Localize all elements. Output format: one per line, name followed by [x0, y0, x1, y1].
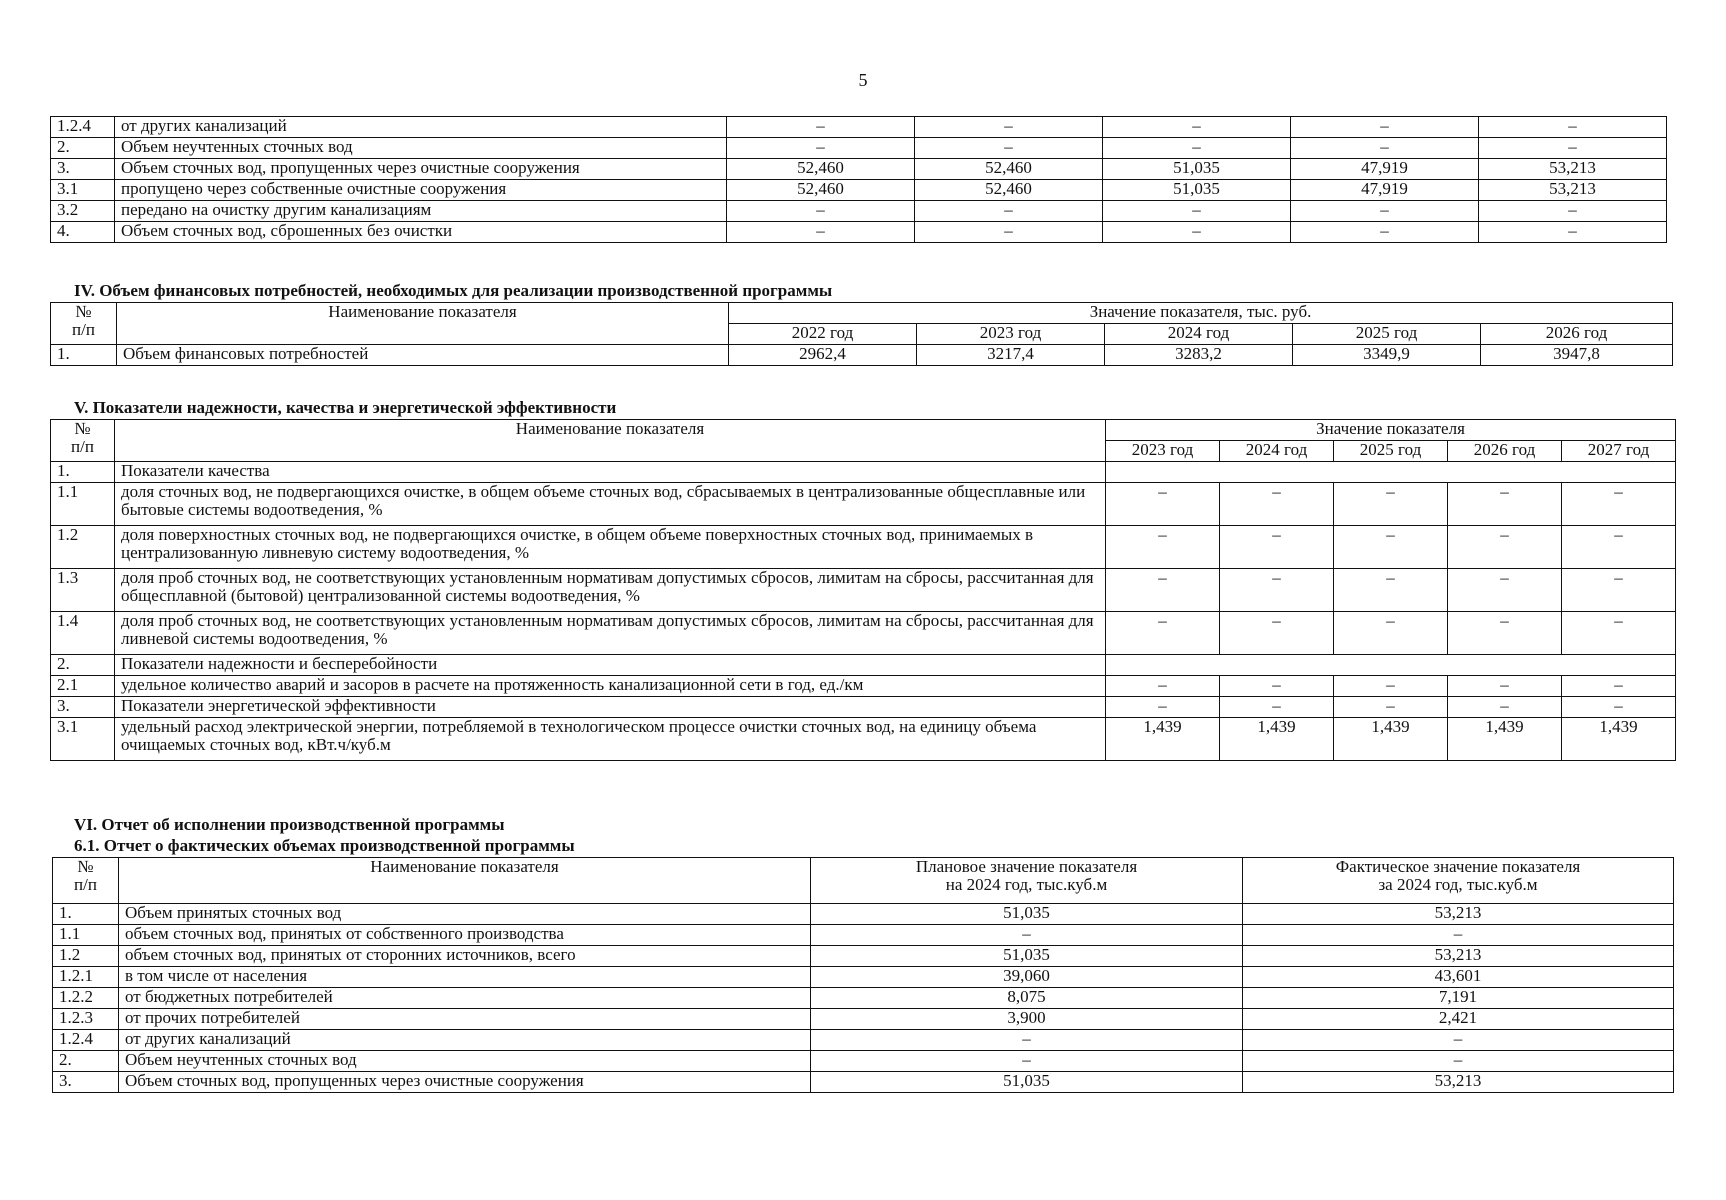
col-header-year: 2024 год: [1105, 324, 1293, 345]
table-row: [51, 655, 1676, 676]
row-fact-value: 53,213: [1243, 904, 1674, 925]
row-value: –: [1103, 222, 1291, 243]
col-header-plan: Плановое значение показателя на 2024 год, тыс.куб.м: [811, 858, 1243, 904]
table-reliability-indicators: [50, 419, 1676, 761]
row-name: Объем принятых сточных вод: [119, 904, 811, 925]
row-value: 3217,4: [917, 345, 1105, 366]
row-number: 1.: [53, 904, 119, 925]
row-value: –: [1448, 569, 1562, 612]
row-value: 3283,2: [1105, 345, 1293, 366]
col-header-year: 2024 год: [1220, 441, 1334, 462]
row-value: 51,035: [1103, 180, 1291, 201]
table-row: [51, 569, 1676, 612]
row-value: –: [1220, 676, 1334, 697]
row-value: –: [1479, 138, 1667, 159]
table-row: [53, 946, 1674, 967]
row-value: –: [1220, 526, 1334, 569]
row-value: –: [1106, 612, 1220, 655]
row-value: –: [1220, 569, 1334, 612]
row-value: –: [1106, 697, 1220, 718]
row-value: 53,213: [1479, 159, 1667, 180]
table-row: [51, 201, 1667, 222]
table-row: [51, 718, 1676, 761]
table-row: [53, 904, 1674, 925]
row-name: доля поверхностных сточных вод, не подвергающихся очистке, в общем объеме поверхностных сточных вод, принимаемых в централизованную ливневую систему водоотведения, %: [115, 526, 1106, 569]
row-name: от других канализаций: [115, 117, 727, 138]
row-value: –: [915, 138, 1103, 159]
section-5-title: V. Показатели надежности, качества и энергетической эффективности: [74, 398, 617, 417]
row-value: –: [1448, 697, 1562, 718]
row-value: 3947,8: [1481, 345, 1673, 366]
col-header-year: 2026 год: [1481, 324, 1673, 345]
row-value: –: [1448, 612, 1562, 655]
row-value: –: [1106, 483, 1220, 526]
row-name: Объем сточных вод, сброшенных без очистки: [115, 222, 727, 243]
col-header-year: 2022 год: [729, 324, 917, 345]
table-continuation: [50, 116, 1667, 243]
col-header-name: Наименование показателя: [119, 858, 811, 904]
table-row: [51, 180, 1667, 201]
row-value: –: [1562, 569, 1676, 612]
row-value: 1,439: [1562, 718, 1676, 761]
row-name: Показатели энергетической эффективности: [115, 697, 1106, 718]
row-value: –: [1334, 569, 1448, 612]
table-row: [51, 483, 1676, 526]
table-row: [51, 676, 1676, 697]
row-number: 3.: [51, 697, 115, 718]
row-value: 1,439: [1106, 718, 1220, 761]
row-value: –: [1291, 201, 1479, 222]
table-row: [51, 159, 1667, 180]
row-name: Объем сточных вод, пропущенных через очистные сооружения: [119, 1072, 811, 1093]
row-value: 1,439: [1448, 718, 1562, 761]
row-plan-value: 51,035: [811, 1072, 1243, 1093]
row-value: –: [1103, 138, 1291, 159]
row-number: 1.2: [51, 526, 115, 569]
col-header-year: 2025 год: [1334, 441, 1448, 462]
row-plan-value: –: [811, 925, 1243, 946]
row-name: Показатели качества: [115, 462, 1106, 483]
row-plan-value: 51,035: [811, 946, 1243, 967]
row-value: –: [1448, 676, 1562, 697]
row-number: 1.2.4: [51, 117, 115, 138]
row-number: 1.2.1: [53, 967, 119, 988]
page-number: 5: [858, 70, 868, 90]
col-header-year: 2027 год: [1562, 441, 1676, 462]
row-number: 3.2: [51, 201, 115, 222]
row-number: 3.1: [51, 718, 115, 761]
col-header-num: № п/п: [51, 420, 115, 462]
row-fact-value: 7,191: [1243, 988, 1674, 1009]
row-value: 47,919: [1291, 159, 1479, 180]
row-name: в том числе от населения: [119, 967, 811, 988]
row-value: –: [727, 222, 915, 243]
row-name: от прочих потребителей: [119, 1009, 811, 1030]
row-number: 3.1: [51, 180, 115, 201]
col-header-year: 2026 год: [1448, 441, 1562, 462]
table-row: [51, 345, 1673, 366]
row-name: Показатели надежности и бесперебойности: [115, 655, 1106, 676]
row-value: –: [1562, 612, 1676, 655]
table-row: [53, 967, 1674, 988]
row-number: 3.: [51, 159, 115, 180]
row-value: –: [1562, 526, 1676, 569]
row-value: 52,460: [727, 180, 915, 201]
row-plan-value: 3,900: [811, 1009, 1243, 1030]
row-value: –: [1106, 526, 1220, 569]
table-financial-needs: [50, 302, 1673, 366]
col-header-name: Наименование показателя: [117, 303, 729, 345]
col-header-num: № п/п: [51, 303, 117, 345]
row-name: передано на очистку другим канализациям: [115, 201, 727, 222]
row-fact-value: –: [1243, 1051, 1674, 1072]
row-value: 3349,9: [1293, 345, 1481, 366]
table-row: [53, 925, 1674, 946]
row-number: 1.1: [51, 483, 115, 526]
row-value: –: [1334, 483, 1448, 526]
row-value: –: [1448, 483, 1562, 526]
row-value-empty: [1106, 462, 1676, 483]
row-value: 2962,4: [729, 345, 917, 366]
row-name: от других канализаций: [119, 1030, 811, 1051]
row-value: –: [727, 117, 915, 138]
row-value: –: [1220, 612, 1334, 655]
row-number: 1.: [51, 462, 115, 483]
row-fact-value: 53,213: [1243, 1072, 1674, 1093]
row-value: –: [1479, 222, 1667, 243]
row-number: 2.: [51, 138, 115, 159]
row-value: –: [727, 138, 915, 159]
table-row: [53, 1009, 1674, 1030]
row-number: 1.2.3: [53, 1009, 119, 1030]
row-value: –: [1334, 676, 1448, 697]
table-row: [51, 222, 1667, 243]
row-value: –: [915, 222, 1103, 243]
table-row: [51, 612, 1676, 655]
row-plan-value: 8,075: [811, 988, 1243, 1009]
row-name: доля проб сточных вод, не соответствующих установленным нормативам допустимых сбросов, лимитам на сбросы, рассчитанная для ливневой системы водоотведения, %: [115, 612, 1106, 655]
col-header-year: 2025 год: [1293, 324, 1481, 345]
row-plan-value: 39,060: [811, 967, 1243, 988]
row-value: –: [1103, 201, 1291, 222]
row-name: доля проб сточных вод, не соответствующих установленным нормативам допустимых сбросов, лимитам на сбросы, рассчитанная для общесплавной (бытовой) централизованной системы водоотведения, %: [115, 569, 1106, 612]
row-value: –: [1479, 117, 1667, 138]
table-row: [53, 1072, 1674, 1093]
row-name: доля сточных вод, не подвергающихся очистке, в общем объеме сточных вод, сбрасываемых в централизованные общесплавные или бытовые системы водоотведения, %: [115, 483, 1106, 526]
row-name: Объем сточных вод, пропущенных через очистные сооружения: [115, 159, 727, 180]
section-4-title: IV. Объем финансовых потребностей, необходимых для реализации производственной программы: [74, 281, 833, 300]
row-number: 1.4: [51, 612, 115, 655]
table-row: [53, 1030, 1674, 1051]
row-fact-value: 2,421: [1243, 1009, 1674, 1030]
row-value: 1,439: [1334, 718, 1448, 761]
col-header-num: № п/п: [53, 858, 119, 904]
col-header-year: 2023 год: [917, 324, 1105, 345]
row-name: от бюджетных потребителей: [119, 988, 811, 1009]
table-row: [53, 1051, 1674, 1072]
row-number: 1.2.4: [53, 1030, 119, 1051]
row-name: пропущено через собственные очистные сооружения: [115, 180, 727, 201]
row-value: 1,439: [1220, 718, 1334, 761]
row-value: –: [1562, 676, 1676, 697]
row-name: Объем финансовых потребностей: [117, 345, 729, 366]
col-header-fact: Фактическое значение показателя за 2024 год, тыс.куб.м: [1243, 858, 1674, 904]
row-value: –: [1291, 117, 1479, 138]
row-number: 1.2.2: [53, 988, 119, 1009]
col-header-value: Значение показателя: [1106, 420, 1676, 441]
row-value: 52,460: [915, 159, 1103, 180]
row-number: 1.3: [51, 569, 115, 612]
section-6-1-title: 6.1. Отчет о фактических объемах производственной программы: [74, 836, 575, 855]
row-number: 1.: [51, 345, 117, 366]
row-number: 2.: [53, 1051, 119, 1072]
row-value: –: [1220, 483, 1334, 526]
table-row: [51, 697, 1676, 718]
table-row: [53, 988, 1674, 1009]
table-row: [51, 138, 1667, 159]
row-value: –: [1291, 138, 1479, 159]
row-number: 2.1: [51, 676, 115, 697]
row-value: –: [1220, 697, 1334, 718]
row-number: 2.: [51, 655, 115, 676]
row-value: –: [1334, 697, 1448, 718]
row-value: 53,213: [1479, 180, 1667, 201]
row-value: –: [1106, 676, 1220, 697]
row-number: 4.: [51, 222, 115, 243]
row-value: –: [1562, 483, 1676, 526]
row-plan-value: –: [811, 1051, 1243, 1072]
row-value-empty: [1106, 655, 1676, 676]
section-6-title: VI. Отчет об исполнении производственной программы: [74, 815, 505, 834]
table-actual-volumes: [52, 857, 1674, 1093]
row-plan-value: –: [811, 1030, 1243, 1051]
row-value: 52,460: [727, 159, 915, 180]
row-number: 3.: [53, 1072, 119, 1093]
row-value: –: [1479, 201, 1667, 222]
row-value: 51,035: [1103, 159, 1291, 180]
row-fact-value: –: [1243, 925, 1674, 946]
row-name: объем сточных вод, принятых от собственного производства: [119, 925, 811, 946]
row-value: –: [915, 117, 1103, 138]
row-fact-value: 53,213: [1243, 946, 1674, 967]
row-value: –: [1448, 526, 1562, 569]
row-fact-value: 43,601: [1243, 967, 1674, 988]
row-value: –: [1103, 117, 1291, 138]
row-value: –: [1334, 612, 1448, 655]
table-row: [51, 117, 1667, 138]
row-value: –: [1291, 222, 1479, 243]
row-name: Объем неучтенных сточных вод: [119, 1051, 811, 1072]
col-header-name: Наименование показателя: [115, 420, 1106, 462]
row-name: удельный расход электрической энергии, потребляемой в технологическом процессе очистки сточных вод, на единицу объема очищаемых сточных вод, кВт.ч/куб.м: [115, 718, 1106, 761]
row-value: –: [1106, 569, 1220, 612]
row-number: 1.2: [53, 946, 119, 967]
row-name: объем сточных вод, принятых от сторонних источников, всего: [119, 946, 811, 967]
row-value: 47,919: [1291, 180, 1479, 201]
row-value: 52,460: [915, 180, 1103, 201]
row-value: –: [915, 201, 1103, 222]
row-value: –: [1334, 526, 1448, 569]
row-value: –: [727, 201, 915, 222]
row-plan-value: 51,035: [811, 904, 1243, 925]
row-value: –: [1562, 697, 1676, 718]
col-header-year: 2023 год: [1106, 441, 1220, 462]
row-fact-value: –: [1243, 1030, 1674, 1051]
row-name: Объем неучтенных сточных вод: [115, 138, 727, 159]
col-header-value: Значение показателя, тыс. руб.: [729, 303, 1673, 324]
row-number: 1.1: [53, 925, 119, 946]
row-name: удельное количество аварий и засоров в расчете на протяженность канализационной сети в год, ед./км: [115, 676, 1106, 697]
table-row: [51, 462, 1676, 483]
table-row: [51, 526, 1676, 569]
